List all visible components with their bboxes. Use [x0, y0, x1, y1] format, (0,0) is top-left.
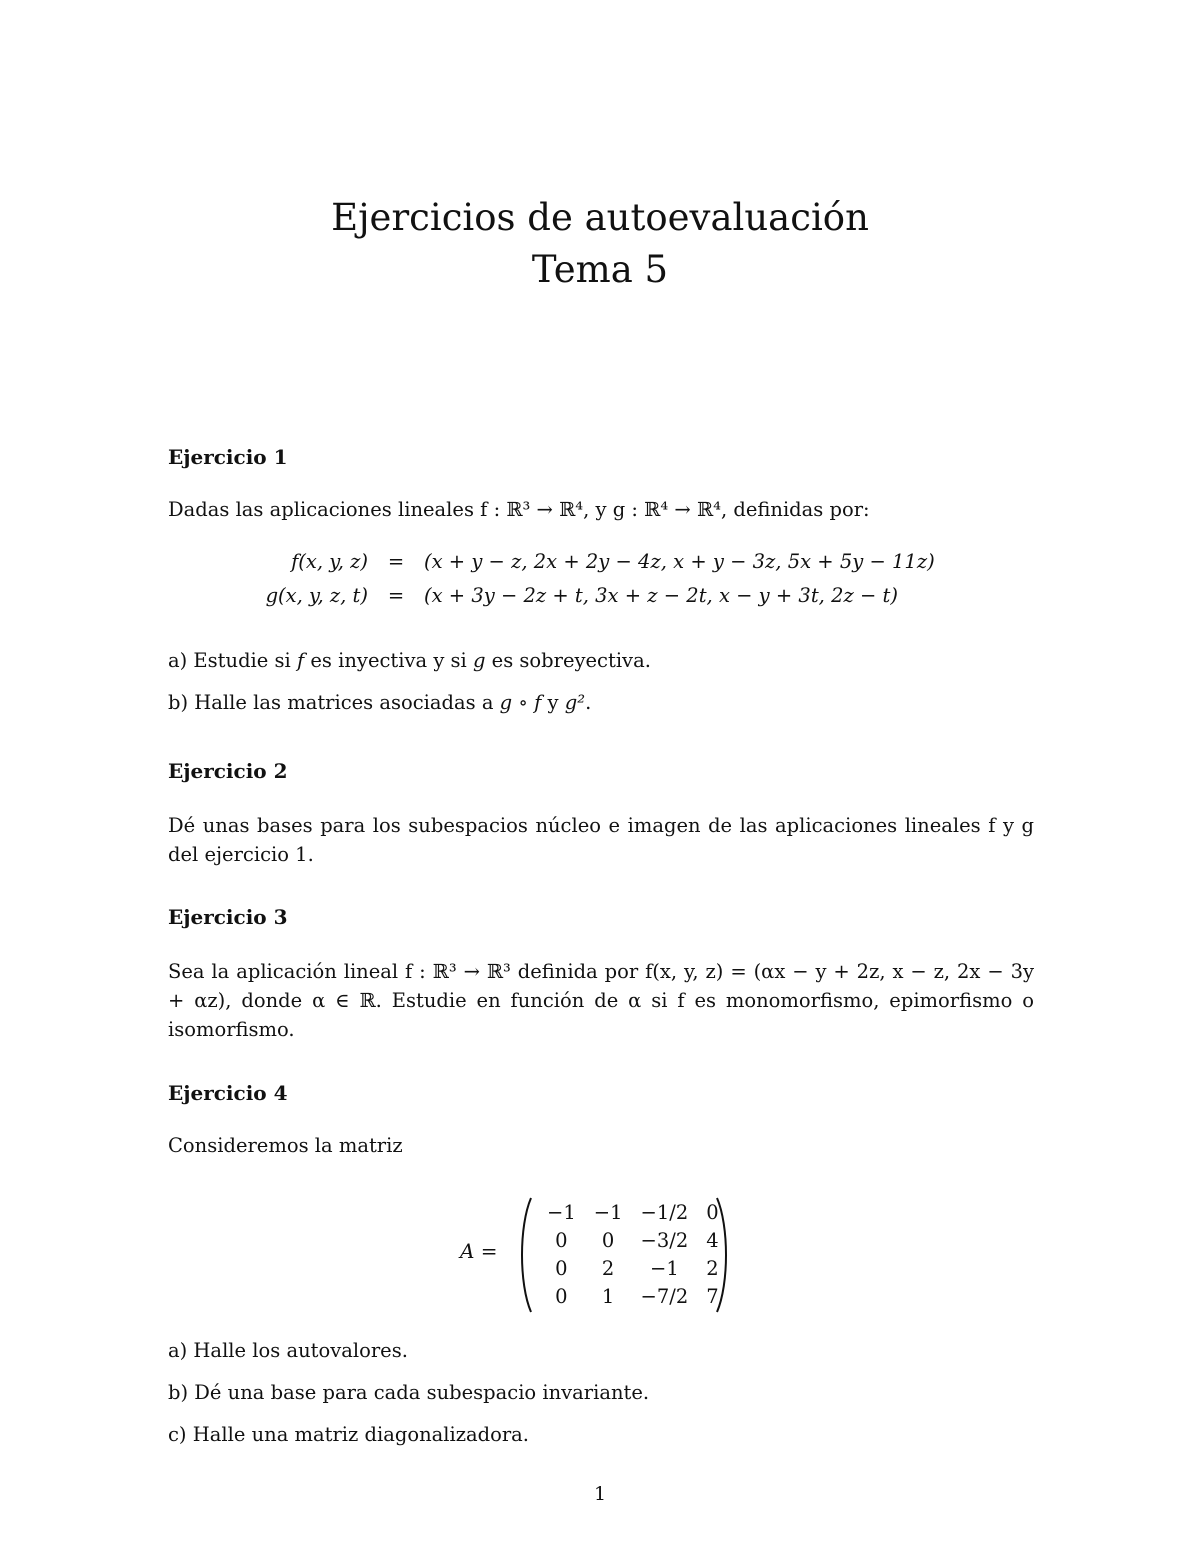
matrix-cell: −1 [593, 1200, 623, 1224]
equation-f-lhs: f(x, y, z) [291, 550, 368, 573]
page-number: 1 [593, 1483, 607, 1505]
matrix-row [538, 1282, 728, 1310]
equation-g-equals: = [387, 584, 405, 607]
exercise-1-item-a: a) Estudie si f es inyectiva y si g es sobreyectiva. [168, 649, 651, 672]
exercise-1-intro: Dadas las aplicaciones lineales f : ℝ³ → ℝ⁴, y g : ℝ⁴ → ℝ⁴, definidas por: [168, 498, 870, 521]
matrix-cell: 4 [706, 1228, 719, 1252]
matrix-cell: −3/2 [640, 1228, 689, 1252]
matrix-cell: 2 [601, 1256, 615, 1280]
right-paren-icon [714, 1196, 732, 1314]
document-subtitle: Tema 5 [531, 248, 669, 291]
matrix-cell: 2 [706, 1256, 719, 1280]
matrix-cell: −1 [547, 1200, 576, 1224]
exercise-4-item-a: a) Halle los autovalores. [168, 1339, 408, 1362]
matrix-cell: 0 [601, 1228, 615, 1252]
matrix-cell: 0 [555, 1256, 568, 1280]
matrix-label: A = [460, 1239, 498, 1263]
exercise-4-intro: Consideremos la matriz [168, 1134, 403, 1157]
left-paren-icon [516, 1196, 534, 1314]
matrix-cell: 0 [555, 1228, 568, 1252]
exercise-3-heading: Ejercicio 3 [168, 905, 288, 929]
exercise-4-item-b: b) Dé una base para cada subespacio invariante. [168, 1381, 650, 1404]
exercise-1-heading: Ejercicio 1 [168, 445, 288, 469]
exercise-3-text: Sea la aplicación lineal f : ℝ³ → ℝ³ definida por f(x, y, z) = (αx − y + 2z, x − z, 2x − 3y + αz), donde α ∈ ℝ. Estudie en función de α si f es monomorfismo, epimorfismo o isomorfismo. [168, 960, 1034, 1041]
matrix-cell: −7/2 [640, 1284, 689, 1308]
equation-g-lhs: g(x, y, z, t) [265, 584, 368, 607]
equation-g-rhs: (x + 3y − 2z + t, 3x + z − 2t, x − y + 3t, 2z − t) [424, 584, 898, 607]
matrix-row [538, 1226, 728, 1254]
exercise-2-heading: Ejercicio 2 [168, 759, 288, 783]
matrix-table [538, 1198, 728, 1310]
matrix-cell: 1 [601, 1284, 615, 1308]
matrix-cell: 0 [555, 1284, 568, 1308]
matrix-row [538, 1198, 728, 1226]
exercise-2-text: Dé unas bases para los subespacios núcleo e imagen de las aplicaciones lineales f y g del ejercicio 1. [168, 814, 1034, 866]
equation-f-rhs: (x + y − z, 2x + 2y − 4z, x + y − 3z, 5x + 5y − 11z) [424, 550, 935, 573]
matrix-cell: 0 [706, 1200, 719, 1224]
matrix-row [538, 1254, 728, 1282]
matrix-cell: −1/2 [640, 1200, 689, 1224]
equation-f-equals: = [387, 550, 405, 573]
document-title: Ejercicios de autoevaluación [331, 196, 869, 239]
matrix-cell: 7 [706, 1284, 719, 1308]
exercise-1-item-b: b) Halle las matrices asociadas a g ∘ f y g². [168, 691, 592, 714]
matrix-cell: −1 [649, 1256, 679, 1280]
exercise-4-heading: Ejercicio 4 [168, 1081, 288, 1105]
exercise-4-item-c: c) Halle una matriz diagonalizadora. [168, 1423, 529, 1446]
